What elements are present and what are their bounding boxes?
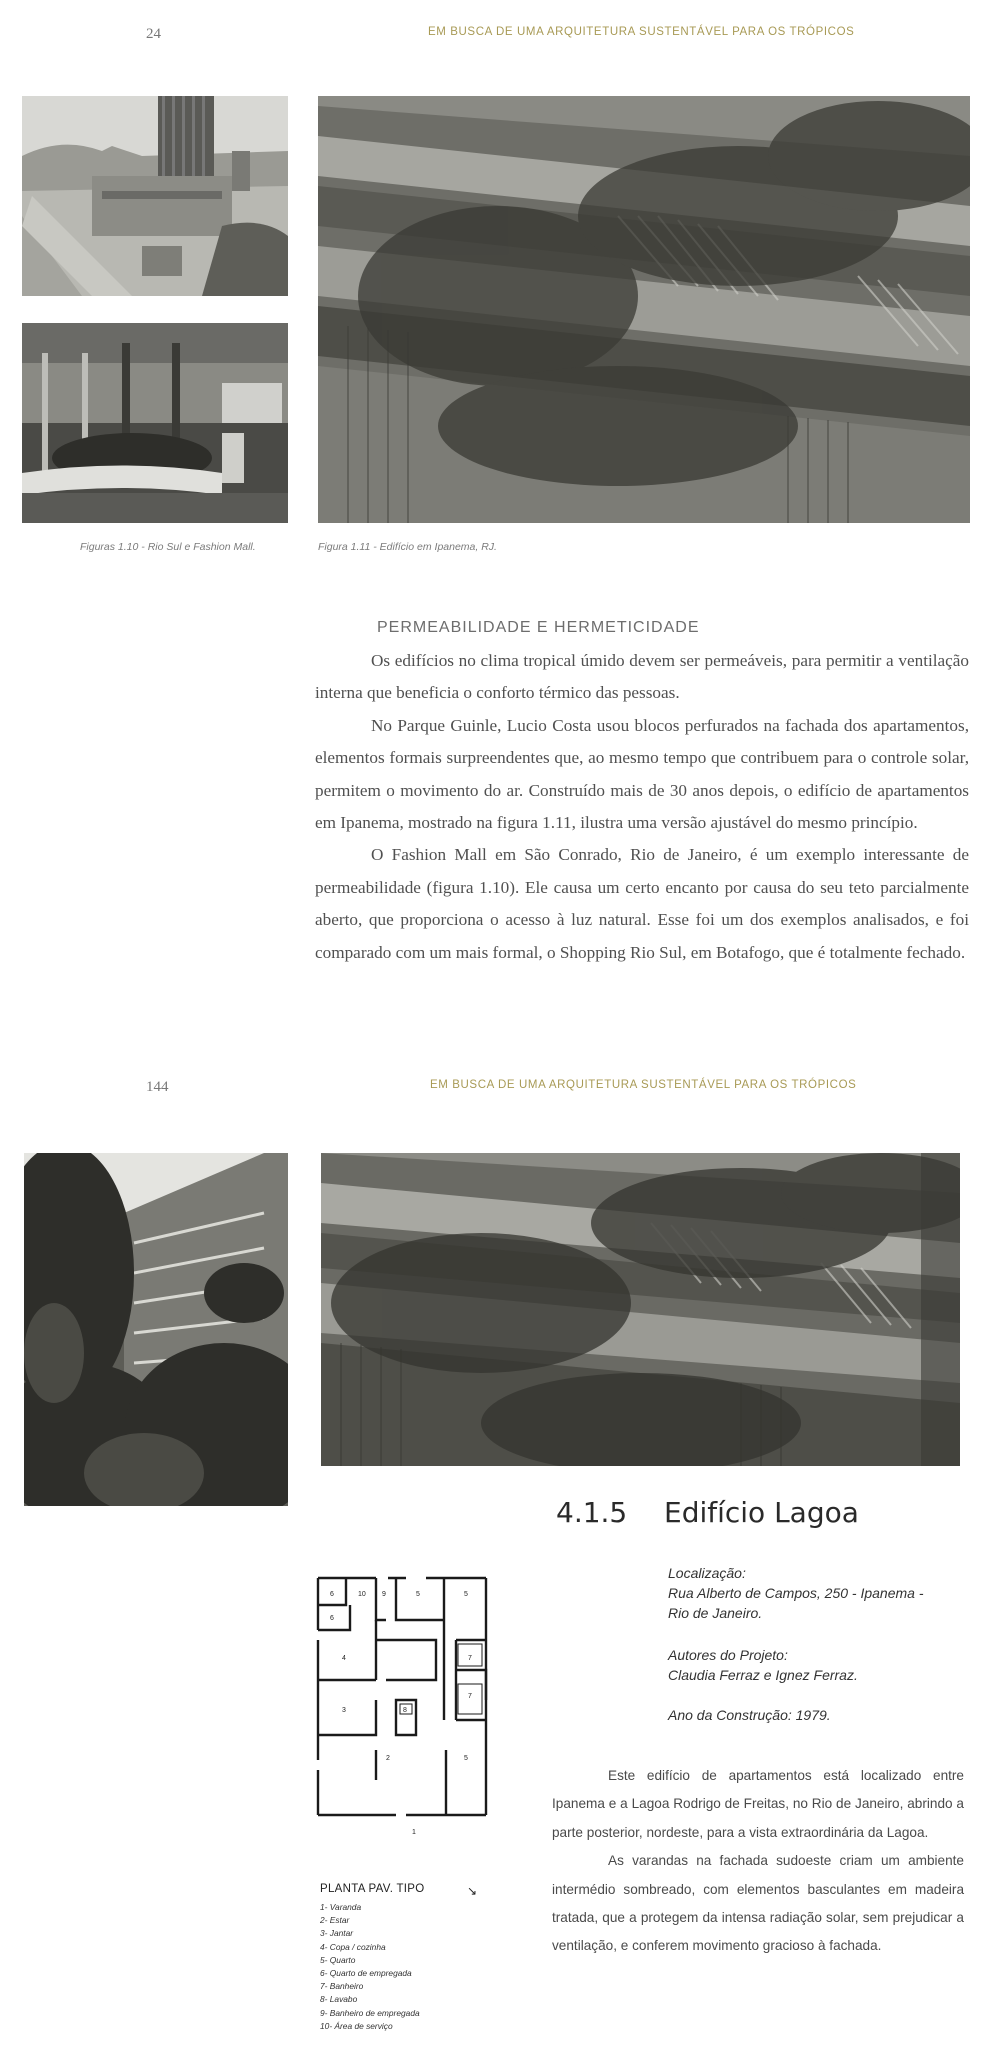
photo-edificio-lagoa-trees-image bbox=[24, 1153, 288, 1506]
authors: Claudia Ferraz e Ignez Ferraz. bbox=[668, 1667, 858, 1683]
photo-ipanema-building bbox=[318, 96, 970, 523]
room-1: 1 bbox=[412, 1829, 416, 1836]
page-number-bottom: 144 bbox=[146, 1079, 169, 1095]
room-6b: 6 bbox=[330, 1615, 334, 1622]
floor-plan bbox=[316, 1560, 496, 1860]
floor-plan-legend bbox=[320, 1901, 520, 2033]
running-head-bottom: EM BUSCA DE UMA ARQUITETURA SUSTENTÁVEL PARA OS TRÓPICOS bbox=[430, 1079, 857, 1091]
paragraph-2: No Parque Guinle, Lucio Costa usou blocos perfurados na fachada dos apartamentos, elementos formais surpreendentes que, ao mesmo tempo que contribuem para o controle solar, permitem o movimento do ar. Construído mais de 30 anos depois, o edifício de apartamentos em Ipanema, mostrado na figura 1.11, ilustra uma versão ajustável do mesmo princípio. bbox=[315, 715, 969, 833]
legend-item: 4- Copa / cozinha bbox=[320, 1941, 386, 1952]
legend-item: 5- Quarto bbox=[320, 1954, 356, 1965]
caption-figure-1-11: Figura 1.11 - Edifício em Ipanema, RJ. bbox=[318, 541, 497, 553]
floor-plan-title: PLANTA PAV. TIPO bbox=[320, 1883, 425, 1895]
paragraph-lagoa-1: Este edifício de apartamentos está localizado entre Ipanema e a Lagoa Rodrigo de Freitas, no Rio de Janeiro, abrindo a parte posterior, nordeste, para a vista extraordinária da Lagoa. bbox=[552, 1768, 964, 1840]
body-text-top bbox=[315, 645, 969, 969]
caption-figure-1-10: Figuras 1.10 - Rio Sul e Fashion Mall. bbox=[80, 541, 256, 553]
room-7b: 7 bbox=[468, 1693, 472, 1700]
photo-rio-sul-image bbox=[22, 96, 288, 296]
paragraph-1: Os edifícios no clima tropical úmido devem ser permeáveis, para permitir a ventilação interna que beneficia o conforto térmico das pessoas. bbox=[315, 651, 969, 703]
photo-edificio-lagoa-facade bbox=[321, 1153, 960, 1466]
section-number: 4.1.5 bbox=[556, 1496, 628, 1529]
body-text-bottom bbox=[552, 1762, 964, 1961]
legend-item: 2- Estar bbox=[320, 1915, 350, 1926]
legend-item: 1- Varanda bbox=[320, 1902, 362, 1912]
north-arrow-icon: ↘ bbox=[467, 1884, 478, 1898]
paragraph-3: O Fashion Mall em São Conrado, Rio de Janeiro, é um exemplo interessante de permeabilidade (figura 1.10). Ele causa um certo encanto por causa do seu teto parcialmente aberto, que proporciona o acesso à luz natural. Esse foi um dos exemplos analisados, e foi comparado com um mais formal, o Shopping Rio Sul, em Botafogo, que é totalmente fechado. bbox=[315, 845, 969, 962]
location-line-2: Rio de Janeiro. bbox=[668, 1605, 763, 1621]
construction-year: Ano da Construção: 1979. bbox=[668, 1707, 831, 1723]
legend-item: 10- Área de serviço bbox=[320, 2020, 393, 2031]
location-line-1: Rua Alberto de Campos, 250 - Ipanema - bbox=[668, 1585, 924, 1601]
photo-rio-sul bbox=[22, 96, 288, 296]
photo-edificio-lagoa-trees bbox=[24, 1153, 288, 1506]
photo-fashion-mall bbox=[22, 323, 288, 523]
section-heading-permeabilidade: PERMEABILIDADE E HERMETICIDADE bbox=[377, 619, 700, 636]
room-10: 10 bbox=[358, 1591, 366, 1598]
photo-ipanema-building-image bbox=[318, 96, 970, 523]
legend-item: 9- Banheiro de empregada bbox=[320, 2007, 420, 2018]
photo-fashion-mall-image bbox=[22, 323, 288, 523]
room-7a: 7 bbox=[468, 1655, 472, 1662]
running-head-top: EM BUSCA DE UMA ARQUITETURA SUSTENTÁVEL PARA OS TRÓPICOS bbox=[428, 26, 855, 38]
photo-edificio-lagoa-facade-image bbox=[321, 1153, 960, 1466]
room-5c: 5 bbox=[464, 1755, 468, 1762]
project-info bbox=[668, 1563, 968, 1725]
room-8: 8 bbox=[403, 1707, 407, 1714]
floor-plan-drawing bbox=[316, 1560, 496, 1860]
page-number-top: 24 bbox=[146, 26, 161, 42]
building-title: Edifício Lagoa bbox=[664, 1496, 859, 1529]
room-6a: 6 bbox=[330, 1591, 334, 1598]
legend-item: 8- Lavabo bbox=[320, 1994, 358, 2005]
room-3: 3 bbox=[342, 1707, 346, 1714]
legend-item: 7- Banheiro bbox=[320, 1981, 364, 1992]
paragraph-lagoa-2: As varandas na fachada sudoeste criam um ambiente intermédio sombreado, com elementos basculantes em madeira tratada, que a protegem da intensa radiação solar, sem prejudicar a ventilação, e conferem movimento gracioso à fachada. bbox=[552, 1853, 964, 1954]
authors-label: Autores do Projeto: bbox=[668, 1647, 788, 1663]
room-5b: 5 bbox=[464, 1591, 468, 1598]
room-4: 4 bbox=[342, 1655, 346, 1662]
legend-item: 6- Quarto de empregada bbox=[320, 1968, 412, 1979]
location-label: Localização: bbox=[668, 1565, 746, 1581]
room-2: 2 bbox=[386, 1755, 390, 1762]
room-5a: 5 bbox=[416, 1591, 420, 1598]
room-9: 9 bbox=[382, 1591, 386, 1598]
legend-item: 3- Jantar bbox=[320, 1928, 354, 1939]
